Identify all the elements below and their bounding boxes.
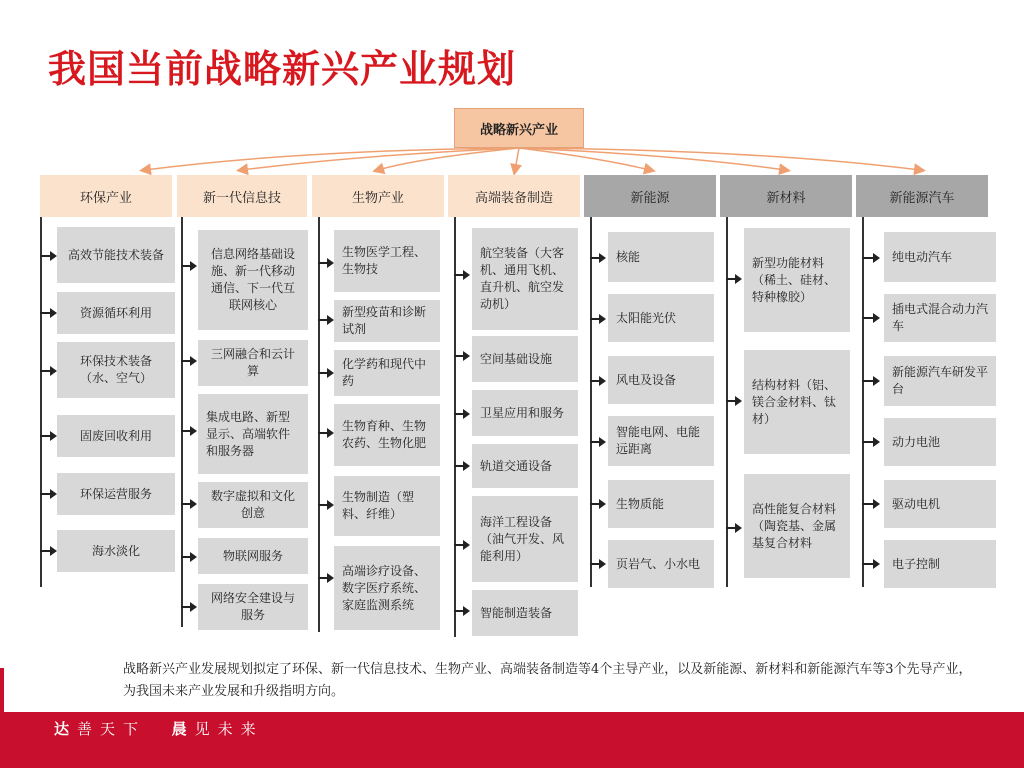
arrow <box>318 319 328 321</box>
arrow <box>318 432 328 434</box>
arrow <box>40 550 51 552</box>
header-it: 新一代信息技 <box>177 175 307 217</box>
item-box: 新型功能材料（稀土、硅材、特种橡胶） <box>744 228 850 332</box>
arrow <box>454 465 464 467</box>
arrow <box>726 278 736 280</box>
arrow <box>181 430 191 432</box>
arrow <box>181 265 191 267</box>
description: 战略新兴产业发展规划拟定了环保、新一代信息技术、生物产业、高端装备制造等4个主导产业，以及新能源、新材料和新能源汽车等3个先导产业，为我国未来产业发展和升级指明方向。 <box>123 662 972 699</box>
arrow <box>726 400 736 402</box>
column-line <box>181 217 183 627</box>
arrow <box>318 577 328 579</box>
slogan-part-2: 见未来 <box>194 720 264 738</box>
arrow <box>862 257 874 259</box>
column-line <box>40 217 42 587</box>
item-box: 高性能复合材料（陶瓷基、金属基复合材料 <box>744 474 850 578</box>
slogan-part-1: 善天下 <box>77 720 147 738</box>
column-line <box>862 217 864 587</box>
arrow <box>454 544 464 546</box>
item-box: 生物医学工程、生物技 <box>334 230 440 292</box>
arrow <box>590 257 600 259</box>
item-box: 海洋工程设备（油气开发、风能利用） <box>472 496 578 582</box>
item-box: 高端诊疗设备、数字医疗系统、家庭监测系统 <box>334 546 440 630</box>
item-box: 资源循环利用 <box>57 292 175 334</box>
arrow <box>40 435 51 437</box>
arrow <box>862 317 874 319</box>
item-box: 轨道交通设备 <box>472 444 578 488</box>
arrow <box>40 493 51 495</box>
header-material: 新材料 <box>720 175 852 217</box>
item-box: 空间基础设施 <box>472 336 578 382</box>
item-box: 页岩气、小水电 <box>608 540 714 588</box>
header-energy: 新能源 <box>584 175 716 217</box>
item-box: 数字虚拟和文化创意 <box>198 482 308 528</box>
item-box: 航空装备（大客机、通用飞机、直升机、航空发动机） <box>472 228 578 330</box>
item-box: 新型疫苗和诊断试剂 <box>334 300 440 342</box>
header-nev: 新能源汽车 <box>856 175 988 217</box>
item-box: 固废回收利用 <box>57 415 175 457</box>
item-box: 信息网络基础设施、新一代移动通信、下一代互联网核心 <box>198 230 308 330</box>
item-box: 智能电网、电能远距离 <box>608 416 714 466</box>
arrow <box>454 610 464 612</box>
arrow <box>862 503 874 505</box>
item-box: 环保运营服务 <box>57 473 175 515</box>
arrow <box>40 370 51 372</box>
arrow <box>318 504 328 506</box>
header-env: 环保产业 <box>40 175 172 217</box>
arrow <box>181 503 191 505</box>
arrow <box>862 380 874 382</box>
arrow <box>318 262 328 264</box>
arrow <box>590 503 600 505</box>
item-box: 网络安全建设与服务 <box>198 584 308 630</box>
item-box: 物联网服务 <box>198 538 308 574</box>
arrow <box>454 355 464 357</box>
column-line <box>726 217 728 587</box>
item-box: 核能 <box>608 232 714 282</box>
item-box: 智能制造装备 <box>472 590 578 636</box>
slogan-char-2: 晨 <box>171 720 195 738</box>
item-box: 集成电路、新型显示、高端软件和服务器 <box>198 394 308 474</box>
arrow <box>181 556 191 558</box>
column-line <box>318 217 320 632</box>
arrow <box>181 360 191 362</box>
item-box: 海水淡化 <box>57 530 175 572</box>
slogan <box>54 718 264 739</box>
item-box: 高效节能技术装备 <box>57 227 175 283</box>
item-box: 插电式混合动力汽车 <box>884 294 996 342</box>
arrow <box>40 312 51 314</box>
column-line <box>454 217 456 637</box>
connector-lines <box>0 0 1024 200</box>
item-box: 动力电池 <box>884 418 996 466</box>
item-box: 新能源汽车研发平台 <box>884 356 996 406</box>
arrow <box>181 606 191 608</box>
arrow <box>590 563 600 565</box>
item-box: 太阳能光伏 <box>608 294 714 342</box>
item-box: 生物育种、生物农药、生物化肥 <box>334 404 440 466</box>
item-box: 生物质能 <box>608 480 714 528</box>
item-box: 风电及设备 <box>608 356 714 404</box>
item-box: 三网融合和云计算 <box>198 340 308 386</box>
header-bio: 生物产业 <box>312 175 444 217</box>
arrow <box>454 413 464 415</box>
item-box: 卫星应用和服务 <box>472 390 578 436</box>
item-box: 生物制造（塑料、纤维） <box>334 476 440 536</box>
arrow <box>318 372 328 374</box>
item-box: 纯电动汽车 <box>884 232 996 282</box>
footer-accent <box>0 668 4 712</box>
arrow <box>590 318 600 320</box>
root-node: 战略新兴产业 <box>454 108 584 148</box>
item-box: 化学药和现代中药 <box>334 350 440 396</box>
item-box: 结构材料（铝、镁合金材料、钛材） <box>744 350 850 454</box>
arrow <box>590 441 600 443</box>
item-box: 环保技术装备（水、空气） <box>57 342 175 398</box>
item-box: 电子控制 <box>884 540 996 588</box>
column-line <box>590 217 592 587</box>
arrow <box>590 380 600 382</box>
page-title: 我国当前战略新兴产业规划 <box>48 47 517 91</box>
arrow <box>862 563 874 565</box>
arrow <box>454 274 464 276</box>
arrow <box>862 441 874 443</box>
item-box: 驱动电机 <box>884 480 996 528</box>
arrow <box>726 527 736 529</box>
slogan-char-1: 达 <box>54 720 78 738</box>
header-equip: 高端装备制造 <box>448 175 580 217</box>
arrow <box>40 255 51 257</box>
